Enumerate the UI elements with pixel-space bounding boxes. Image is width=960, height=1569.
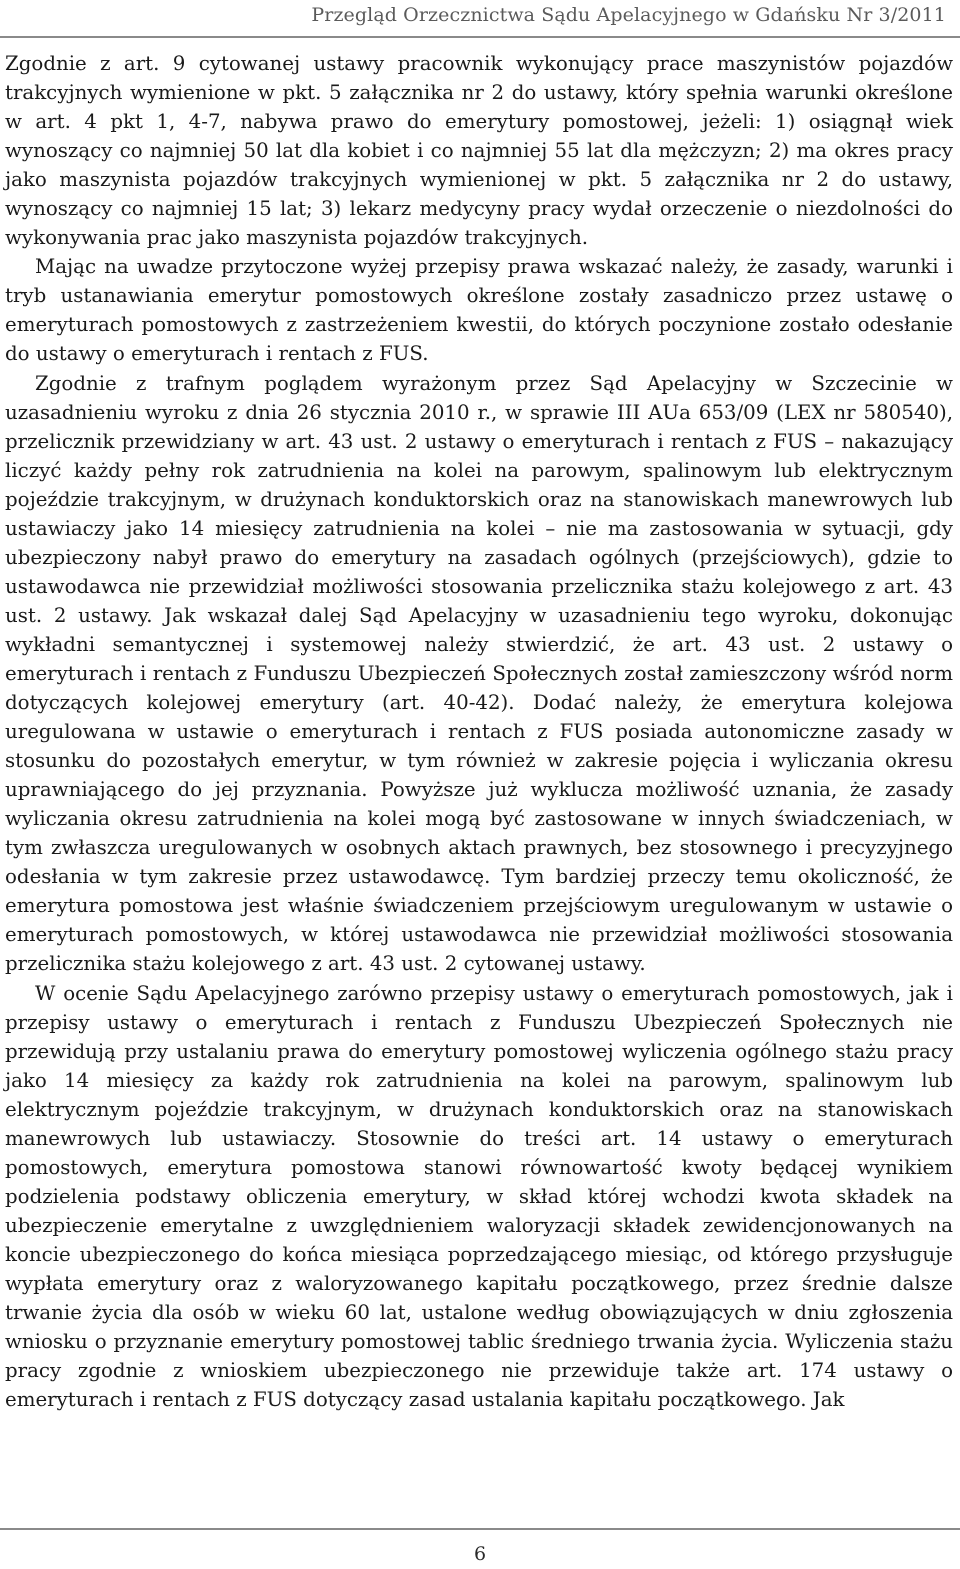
paragraph-1: Zgodnie z art. 9 cytowanej ustawy pracownik wykonujący prace maszynistów pojazdów trakcyjnych wymienione w pkt. 5 załącznika nr 2 do ustawy, który spełnia warunki określone w art. 4 pkt 1, 4-7, nabywa prawo do emerytury pomostowej, jeżeli: 1) osiągnął wiek wynoszący co najmniej 50 lat dla kobiet i co najmniej 55 lat dla mężczyzn; 2) ma okres pracy jako maszynista pojazdów trakcyjnych wymienionej w pkt. 5 załącznika nr 2 do ustawy, wynoszący co najmniej 15 lat; 3) lekarz medycyny pracy wydał orzeczenie o niezdolności do wykonywania prac jako maszynista pojazdów trakcyjnych. <box>5 52 953 250</box>
paragraph-2: Mając na uwadze przytoczone wyżej przepisy prawa wskazać należy, że zasady, warunki i tryb ustanawiania emerytur pomostowych określone zostały zasadniczo przez ustawę o emeryturach pomostowych z zastrzeżeniem kwestii, do których poczynione zostało odesłanie do ustawy o emeryturach i rentach z FUS. <box>5 255 953 366</box>
running-header: Przegląd Orzecznictwa Sądu Apelacyjnego w Gdańsku Nr 3/2011 <box>311 4 946 26</box>
paragraph-3: Zgodnie z trafnym poglądem wyrażonym przez Sąd Apelacyjny w Szczecinie w uzasadnieniu wyroku z dnia 26 stycznia 2010 r., w sprawie III AUa 653/09 (LEX nr 580540), przelicznik przewidziany w art. 43 ust. 2 ustawy o emeryturach i rentach z FUS – nakazujący liczyć każdy pełny rok zatrudnienia na kolei na parowym, spalinowym lub elektrycznym pojeździe trakcyjnym, w drużynach konduktorskich oraz na stanowiskach manewrowych lub ustawiaczy jako 14 miesięcy zatrudnienia na kolei – nie ma zastosowania w sytuacji, gdy ubezpieczony nabył prawo do emerytury na zasadach ogólnych (przejściowych), gdzie to ustawodawca nie przewidział możliwości stosowania przelicznika stażu kolejowego z art. 43 ust. 2 ustawy. Jak wskazał dalej Sąd Apelacyjny w uzasadnieniu tego wyroku, dokonując wykładni semantycznej i systemowej należy stwierdzić, że art. 43 ust. 2 ustawy o emeryturach i rentach z Funduszu Ubezpieczeń Społecznych został zamieszczony wśród norm dotyczących kolejowej emerytury (art. 40-42). Dodać należy, że emerytura kolejowa uregulowana w ustawie o emeryturach i rentach z FUS posiada autonomiczne zasady w stosunku do pozostałych emerytur, w tym również w zakresie pojęcia i wyliczania okresu uprawniającego do jej przyznania. Powyższe już wyklucza możliwość uznania, że zasady wyliczania okresu zatrudnienia na kolei mogą być zastosowane w innych świadczeniach, w tym zwłaszcza uregulowanych w osobnych aktach prawnych, bez stosownego i precyzyjnego odesłania w tym zakresie przez ustawodawcę. Tym bardziej przeczy temu okoliczność, że emerytura pomostowa jest właśnie świadczeniem przejściowym uregulowanym w ustawie o emeryturach pomostowych, w której ustawodawca nie przewidział możliwości stosowania przelicznika stażu kolejowego z art. 43 ust. 2 cytowanej ustawy. <box>5 371 953 976</box>
paragraph-4: W ocenie Sądu Apelacyjnego zarówno przepisy ustawy o emeryturach pomostowych, jak i przepisy ustawy o emeryturach i rentach z Funduszu Ubezpieczeń Społecznych nie przewidują przy ustalaniu prawa do emerytury pomostowej wyliczenia ogólnego stażu pracy jako 14 miesięcy za każdy rok zatrudnienia na kolei na parowym, spalinowym lub elektrycznym pojeździe trakcyjnym, w drużynach konduktorskich oraz na stanowiskach manewrowych lub ustawiaczy. Stosownie do treści art. 14 ustawy o emeryturach pomostowych, emerytura pomostowa stanowi równowartość kwoty będącej wynikiem podzielenia podstawy obliczenia emerytury, w skład której wchodzi kwota składek na ubezpieczenie emerytalne z uwzględnieniem waloryzacji składek zewidencjonowanych na koncie ubezpieczonego do końca miesiąca poprzedzającego miesiąc, od którego przysługuje wypłata emerytury oraz z waloryzowanego kapitału początkowego, przez średnie dalsze trwanie życia dla osób w wieku 60 lat, ustalone według obowiązujących w dniu zgłoszenia wniosku o przyznanie emerytury pomostowej tablic średniego trwania życia. Wyliczenia stażu pracy zgodnie z wnioskiem ubezpieczonego nie przewiduje także art. 174 ustawy o emeryturach i rentach z FUS dotyczący zasad ustalania kapitału początkowego. Jak <box>5 981 953 1412</box>
page-body <box>5 49 953 1414</box>
header-rule <box>0 36 960 38</box>
page-number: 6 <box>473 1543 487 1565</box>
footer-rule <box>0 1528 960 1530</box>
